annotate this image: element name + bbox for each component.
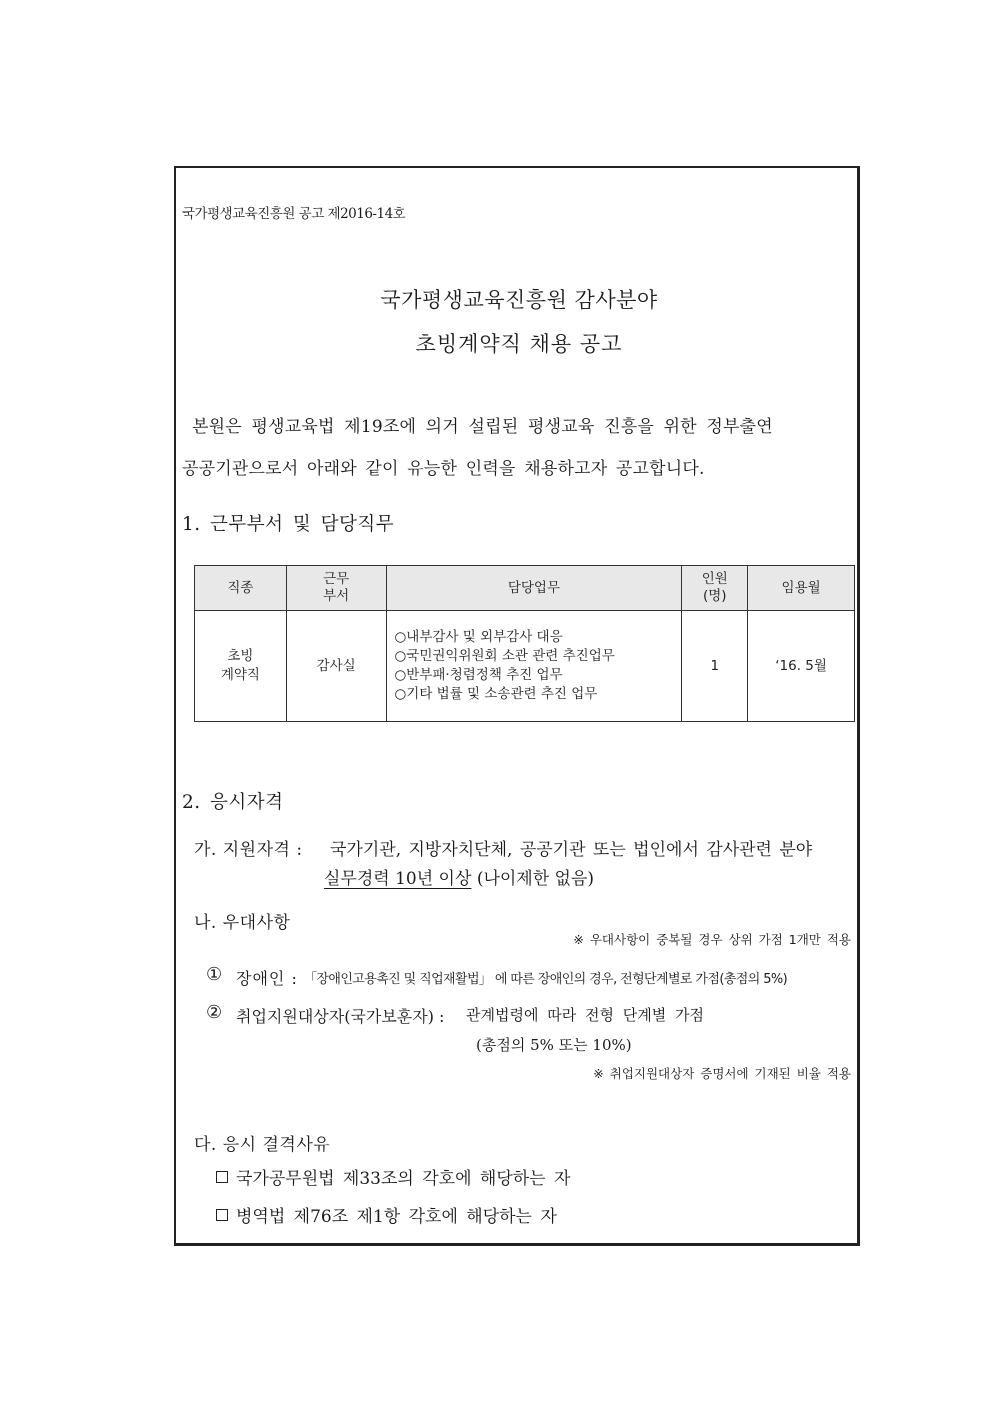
header-job-type: 직종 [195,566,287,611]
cell-job-type-line2: 계약직 [220,667,260,683]
preference-item2-text: 관계법령에 따라 전형 단계별 가점 [466,1006,704,1024]
qualification-experience-line [324,864,594,889]
header-start-month: 임용월 [748,566,855,611]
cell-start-month: ‘16. 5월 [748,611,855,722]
disqualification-item-text: 국가공무원법 제33조의 각호에 해당하는 자 [236,1169,571,1189]
notice-title-line1: 국가평생교육진흥원 감사분야 [380,288,658,312]
header-duties: 담당업무 [386,566,682,611]
checkbox-square-icon [216,1209,228,1221]
header-headcount [682,566,748,611]
preference-item2-sub: (총점의 5% 또는 10%) [476,1036,632,1054]
duty-item: ○내부감사 및 외부감사 대응 [394,629,563,645]
cell-job-type [195,611,287,722]
age-limit-note: (나이제한 없음) [476,869,595,889]
header-department-line1: 근무 [323,571,350,587]
cell-department: 감사실 [286,611,386,722]
notice-number: 국가평생교육진흥원 공고 제2016-14호 [182,206,406,222]
checkbox-square-icon [216,1171,228,1183]
header-department-line2: 부서 [323,588,350,604]
header-department [286,566,386,611]
duty-item: ○국민권익위원회 소관 관련 추진업무 [394,648,615,664]
preference-item1-label: 장애인 : [236,969,298,988]
duty-table [194,565,855,722]
intro-line2: 공공기관으로서 아래와 같이 유능한 인력을 채용하고자 공고합니다. [182,459,705,479]
cell-headcount: 1 [682,611,748,722]
header-headcount-line2: (명) [702,588,727,604]
duty-table-header-row [195,566,855,611]
qualification-text: 국가기관, 지방자치단체, 공공기관 또는 법인에서 감사관련 분야 [330,840,813,860]
duty-item: ○반부패·청렴정책 추진 업무 [394,667,563,683]
preference-item1-number: ① [206,964,223,985]
section1-heading: 1. 근무부서 및 담당직무 [182,514,395,535]
duty-item: ○기타 법률 및 소송관련 추진 업무 [394,686,598,702]
notice-title-line2: 초빙계약직 채용 공고 [415,332,623,356]
cell-job-type-line1: 초빙 [227,648,254,664]
header-headcount-line1: 인원 [701,571,728,587]
intro-line1: 본원은 평생교육법 제19조에 의거 설립된 평생교육 진흥을 위한 정부출연 [192,417,773,437]
preference-item2-note: ※ 취업지원대상자 증명서에 기재된 비율 적용 [593,1066,851,1081]
list-item [216,1164,570,1189]
list-item [216,1202,557,1227]
notice-document [174,166,860,1246]
section2-heading: 2. 응시자격 [182,792,284,813]
disqualification-item-text: 병역법 제76조 제1항 각호에 해당하는 자 [236,1207,557,1227]
preference-note: ※ 우대사항이 중복될 경우 상위 가점 1개만 적용 [573,932,851,947]
preference-item1-text: 「장애인고용촉진 및 직업재활법」 에 따른 장애인의 경우, 전형단계별로 가점(총점의 5%) [304,972,788,987]
experience-requirement: 실무경력 10년 이상 [324,869,472,889]
preference-heading: 나. 우대사항 [194,913,291,933]
qualification-label: 가. 지원자격 : [194,840,303,860]
table-row [195,611,855,722]
cell-duties [386,611,682,722]
preference-item2-label: 취업지원대상자(국가보훈자) : [236,1007,445,1026]
preference-item2-number: ② [206,1002,223,1023]
disqualification-heading: 다. 응시 결격사유 [194,1135,331,1155]
